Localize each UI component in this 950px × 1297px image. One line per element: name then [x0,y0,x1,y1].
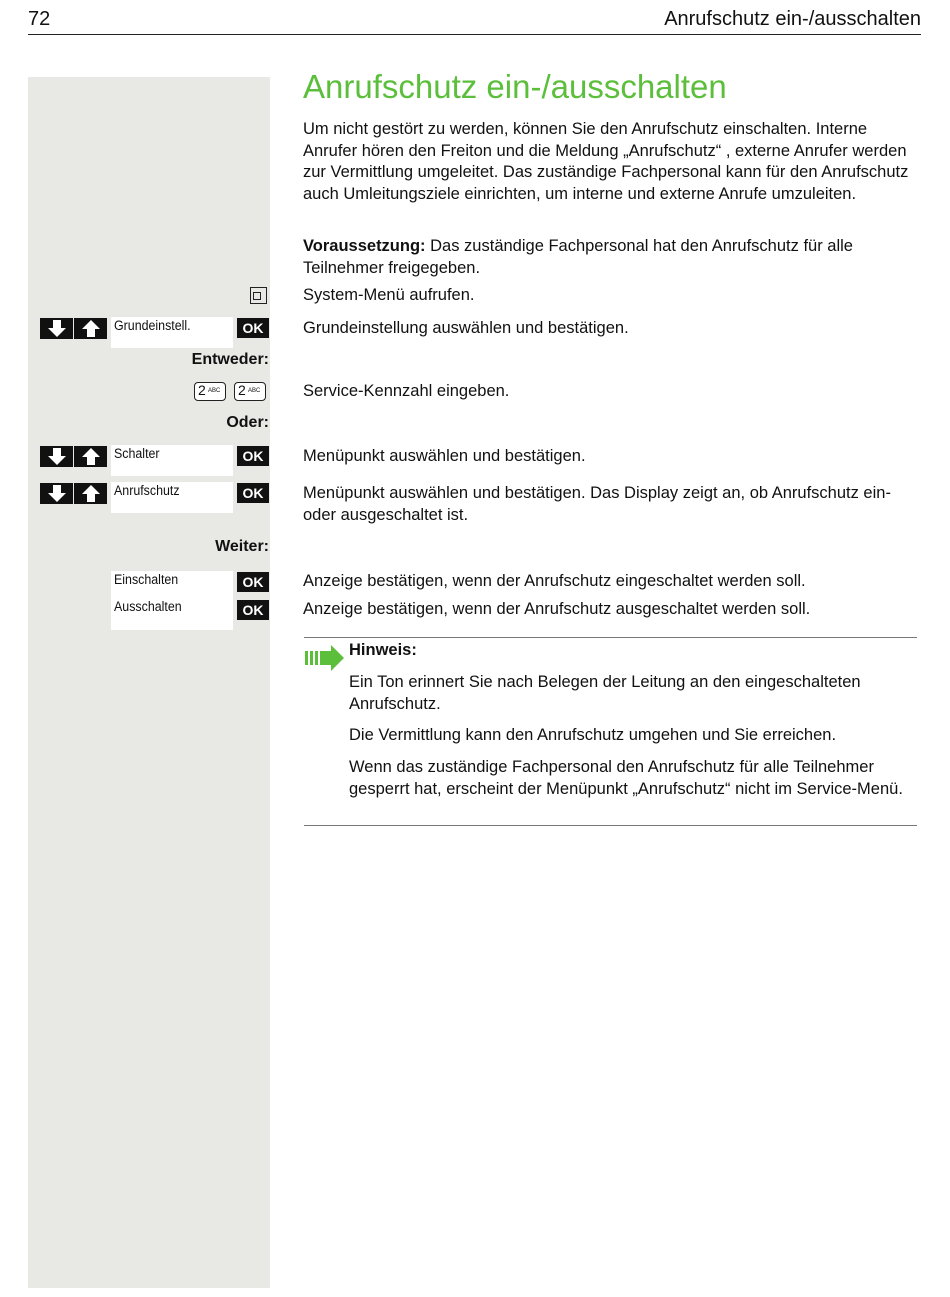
step-schalter-text: Menüpunkt auswählen und bestätigen. [303,447,586,465]
note-top-rule [304,637,917,638]
ok-button: OK [237,483,269,503]
down-arrow-key-icon [40,446,73,467]
prerequisite-paragraph [303,236,923,279]
display-schalter: Schalter [111,445,233,476]
note-paragraph: Die Vermittlung kann den Anrufschutz umgehen und Sie erreichen. [349,726,837,744]
down-arrow-key-icon [40,318,73,339]
note-heading: Hinweis: [349,641,417,659]
note-bottom-rule [304,825,917,826]
ok-button: OK [237,600,269,620]
step-menu-text: System-Menü aufrufen. [303,286,475,304]
page-title: Anrufschutz ein-/ausschalten [303,68,727,105]
header-rule [28,34,921,35]
prerequisite-text: Das zuständige Fachpersonal hat den Anrufschutz für alle Teilnehmer freigegeben. [303,237,853,277]
up-arrow-key-icon [74,318,107,339]
up-arrow-key-icon [74,446,107,467]
running-header: Anrufschutz ein-/ausschalten [664,8,921,30]
step-einschalten-text: Anzeige bestätigen, wenn der Anrufschutz eingeschaltet werden soll. [303,572,806,590]
ok-button: OK [237,572,269,592]
ok-button: OK [237,446,269,466]
either-label: Entweder: [191,351,269,368]
up-arrow-key-icon [74,483,107,504]
display-ausschalten: Ausschalten [114,599,182,614]
or-label: Oder: [226,414,269,431]
digit-key-2-icon: 2 ABC [194,382,226,401]
intro-paragraph: Um nicht gestört zu werden, können Sie den Anrufschutz einschalten. Interne Anrufer hören den Freiton und die Meldung „Anrufschutz“ , externe Anrufer werden zur Vermittlung umgeleitet. Das zuständige Fachpersonal kann für den Anrufschutz auch Umleitungsziele einrichten, um interne und externe Anrufe umzuleiten. [303,120,909,203]
note-paragraph: Ein Ton erinnert Sie nach Belegen der Leitung an den eingeschalteten Anrufschutz. [349,673,861,713]
display-grundeinstellung: Grundeinstell. [111,317,233,348]
next-label: Weiter: [215,538,269,555]
key-sidebar [28,77,270,1288]
prerequisite-label: Voraussetzung: [303,237,426,255]
note-arrow-icon [305,645,345,671]
step-ausschalten-text: Anzeige bestätigen, wenn der Anrufschutz ausgeschaltet werden soll. [303,600,811,618]
menu-key-icon [250,287,267,304]
display-anrufschutz: Anrufschutz [111,482,233,513]
ok-button: OK [237,318,269,338]
display-on-off [111,571,233,630]
note-paragraph: Wenn das zuständige Fachpersonal den Anrufschutz für alle Teilnehmer gesperrt hat, erscheint der Menüpunkt „Anrufschutz“ nicht im Service-Menü. [349,758,903,798]
step-grundeinstellung-text: Grundeinstellung auswählen und bestätigen. [303,319,629,337]
down-arrow-key-icon [40,483,73,504]
display-einschalten: Einschalten [114,572,179,587]
step-anrufschutz-text: Menüpunkt auswählen und bestätigen. Das Display zeigt an, ob Anrufschutz ein- oder ausgeschaltet ist. [303,484,891,524]
page-number: 72 [28,8,51,30]
step-service-code-text: Service-Kennzahl eingeben. [303,382,510,400]
digit-key-2-icon: 2 ABC [234,382,266,401]
